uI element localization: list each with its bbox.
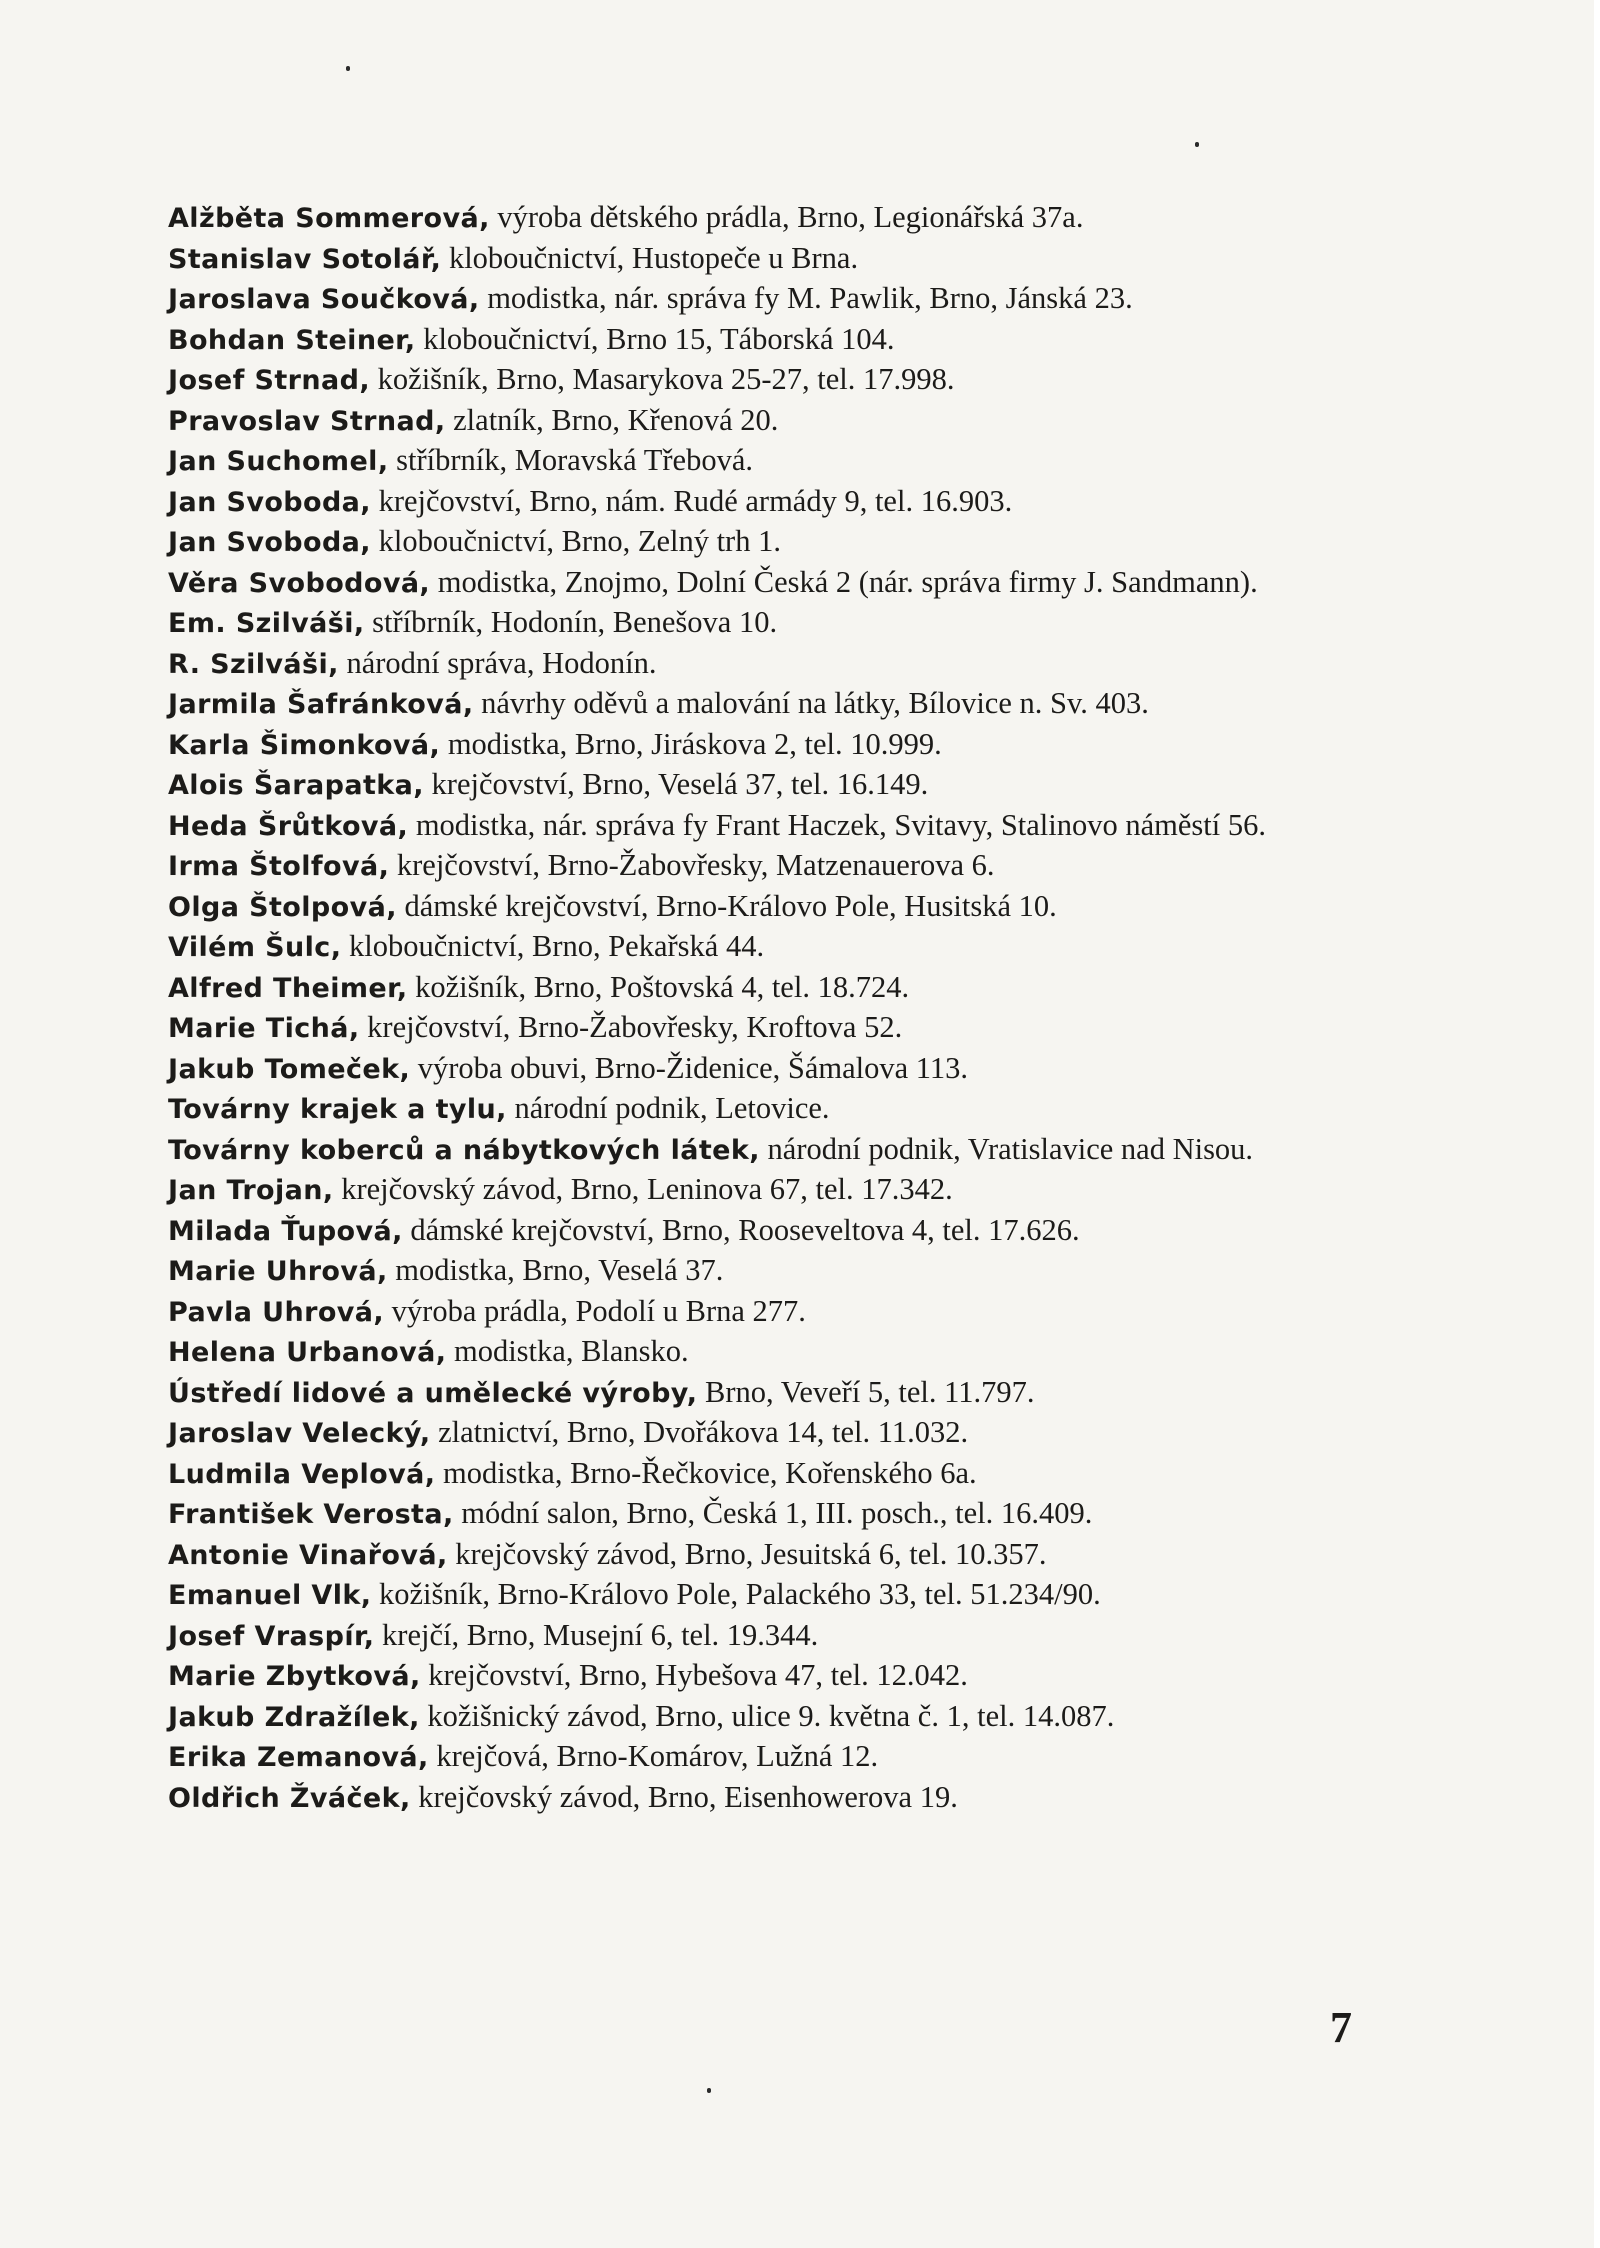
directory-entry (168, 1373, 1358, 1414)
entry-name: Továrny krajek a tylu, (168, 1094, 507, 1125)
entry-details: výroba dětského prádla, Brno, Legionářská 37a. (497, 200, 1084, 234)
entry-details: modistka, Brno-Řečkovice, Kořenského 6a. (442, 1455, 977, 1490)
directory-entry (168, 1170, 1358, 1211)
entry-name: Jaroslav Velecký, (168, 1418, 431, 1449)
entry-details: modistka, Brno, Veselá 37. (395, 1253, 724, 1287)
entry-details: národní podnik, Vratislavice nad Nisou. (767, 1131, 1254, 1166)
entry-name: Alžběta Sommerová, (168, 203, 490, 234)
entry-name: Karla Šimonková, (168, 729, 441, 761)
page-edge (1594, 0, 1600, 2248)
directory-entry (168, 1778, 1358, 1819)
entry-details: kloboučnictví, Brno 15, Táborská 104. (423, 321, 895, 356)
entry-details: kloboučnictví, Hustopeče u Brna. (448, 240, 859, 275)
entry-name: Bohdan Steiner, (168, 324, 416, 356)
entry-details: krejčovství, Brno, Hybešova 47, tel. 12.042. (428, 1658, 968, 1692)
entry-details: modistka, Znojmo, Dolní Česká 2 (nár. správa firmy J. Sandmann). (437, 564, 1258, 599)
directory-entry (168, 1211, 1358, 1252)
directory-entry (168, 1332, 1358, 1373)
entry-details: výroba obuvi, Brno-Židenice, Šámalova 113. (417, 1050, 969, 1085)
entry-details: stříbrník, Hodonín, Benešova 10. (372, 605, 778, 639)
entry-details: modistka, Brno, Jiráskova 2, tel. 10.999. (447, 726, 942, 761)
entry-details: kožišnický závod, Brno, ulice 9. května č. 1, tel. 14.087. (427, 1698, 1115, 1733)
directory-entry (168, 765, 1358, 806)
directory-entry (168, 360, 1358, 401)
directory-entry (168, 1616, 1358, 1657)
directory-entry (168, 1494, 1358, 1535)
ink-speck (1195, 142, 1199, 147)
directory-entry (168, 603, 1358, 644)
directory-list (168, 198, 1358, 1818)
entry-details: krejčová, Brno-Komárov, Lužná 12. (436, 1739, 879, 1773)
directory-entry (168, 927, 1358, 968)
entry-name: Jakub Tomeček, (168, 1053, 411, 1085)
entry-details: dámské krejčovství, Brno, Rooseveltova 4, tel. 17.626. (410, 1212, 1080, 1247)
entry-details: návrhy oděvů a malování na látky, Bílovice n. Sv. 403. (481, 686, 1149, 720)
entry-details: výroba prádla, Podolí u Brna 277. (391, 1293, 806, 1328)
directory-entry (168, 684, 1358, 725)
entry-name: Věra Svobodová, (168, 567, 431, 599)
directory-entry (168, 279, 1358, 320)
entry-details: krejčovství, Brno, nám. Rudé armády 9, tel. 16.903. (378, 483, 1013, 518)
entry-details: kloboučnictví, Brno, Pekařská 44. (349, 929, 765, 963)
entry-details: dámské krejčovství, Brno-Královo Pole, Husitská 10. (404, 888, 1057, 923)
entry-name: Jan Svoboda, (168, 527, 371, 558)
entry-name: Jarmila Šafránková, (168, 689, 474, 720)
entry-name: Marie Zbytková, (168, 1661, 421, 1692)
directory-entry (168, 968, 1358, 1009)
entry-name: Irma Štolfová, (168, 851, 390, 882)
directory-entry (168, 1697, 1358, 1738)
directory-entry (168, 806, 1358, 847)
directory-entry (168, 1454, 1358, 1495)
entry-name: Jaroslava Součková, (168, 284, 480, 315)
entry-name: Ústředí lidové a umělecké výroby, (168, 1377, 698, 1409)
entry-name: Erika Zemanová, (168, 1742, 429, 1773)
entry-details: Brno, Veveří 5, tel. 11.797. (705, 1374, 1035, 1409)
entry-details: zlatník, Brno, Křenová 20. (453, 402, 779, 437)
entry-details: krejčovství, Brno-Žabovřesky, Matzenauerova 6. (396, 848, 995, 882)
directory-entry (168, 1049, 1358, 1090)
entry-details: krejčovství, Brno, Veselá 37, tel. 16.149. (431, 767, 929, 801)
directory-entry (168, 401, 1358, 442)
directory-entry (168, 1575, 1358, 1616)
directory-entry (168, 1292, 1358, 1333)
directory-entry (168, 1089, 1358, 1130)
directory-entry (168, 887, 1358, 928)
entry-details: národní správa, Hodonín. (346, 645, 657, 680)
entry-name: Em. Szilváši, (168, 608, 365, 639)
directory-entry (168, 522, 1358, 563)
directory-entry (168, 198, 1358, 239)
entry-details: krejčí, Brno, Musejní 6, tel. 19.344. (382, 1617, 819, 1652)
directory-entry (168, 441, 1358, 482)
directory-entry (168, 846, 1358, 887)
ink-speck (707, 2088, 711, 2093)
entry-name: Jan Svoboda, (168, 486, 371, 518)
entry-details: modistka, nár. správa fy M. Pawlik, Brno, Jánská 23. (487, 281, 1133, 315)
directory-entry (168, 1656, 1358, 1697)
entry-details: krejčovský závod, Brno, Jesuitská 6, tel. 10.357. (455, 1536, 1047, 1571)
entry-name: Pavla Uhrová, (168, 1296, 385, 1328)
entry-name: Stanislav Sotolář, (168, 243, 442, 275)
entry-name: Milada Ťupová, (168, 1215, 403, 1247)
directory-entry (168, 725, 1358, 766)
directory-entry (168, 239, 1358, 280)
directory-entry (168, 644, 1358, 685)
entry-name: Helena Urbanová, (168, 1337, 447, 1368)
directory-entry (168, 1737, 1358, 1778)
directory-entry (168, 1535, 1358, 1576)
entry-details: krejčovský závod, Brno, Eisenhowerova 19. (418, 1779, 958, 1814)
entry-details: stříbrník, Moravská Třebová. (396, 443, 754, 477)
page-number: 7 (1330, 2003, 1352, 2052)
entry-details: kožišník, Brno, Masarykova 25-27, tel. 17.998. (377, 362, 955, 396)
entry-details: národní podnik, Letovice. (514, 1091, 830, 1125)
entry-name: Vilém Šulc, (168, 932, 342, 963)
entry-details: krejčovský závod, Brno, Leninova 67, tel. 17.342. (341, 1172, 953, 1206)
entry-details: kožišník, Brno-Královo Pole, Palackého 33, tel. 51.234/90. (379, 1577, 1101, 1611)
entry-name: Ludmila Veplová, (168, 1458, 436, 1490)
ink-speck (346, 66, 350, 71)
entry-details: módní salon, Brno, Česká 1, III. posch., tel. 16.409. (461, 1496, 1093, 1530)
entry-details: krejčovství, Brno-Žabovřesky, Kroftova 52. (367, 1010, 903, 1044)
entry-details: modistka, Blansko. (453, 1334, 689, 1368)
entry-name: Továrny koberců a nábytkových látek, (168, 1134, 760, 1166)
entry-name: Jan Trojan, (168, 1175, 334, 1206)
entry-name: Alois Šarapatka, (168, 770, 424, 801)
directory-entry (168, 563, 1358, 604)
directory-entry (168, 1251, 1358, 1292)
entry-name: Marie Uhrová, (168, 1256, 388, 1287)
entry-name: Emanuel Vlk, (168, 1580, 372, 1611)
directory-entry (168, 1008, 1358, 1049)
directory-entry (168, 1413, 1358, 1454)
directory-entry (168, 320, 1358, 361)
entry-name: Jakub Zdražílek, (168, 1701, 420, 1733)
entry-details: kožišník, Brno, Poštovská 4, tel. 18.724. (415, 969, 910, 1004)
entry-details: kloboučnictví, Brno, Zelný trh 1. (378, 524, 781, 558)
entry-name: Oldřich Žváček, (168, 1782, 411, 1814)
entry-name: Olga Štolpová, (168, 891, 397, 923)
entry-details: zlatnictví, Brno, Dvořákova 14, tel. 11.032. (438, 1415, 969, 1449)
entry-name: František Verosta, (168, 1499, 454, 1530)
entry-name: Antonie Vinařová, (168, 1539, 448, 1571)
entry-name: Josef Strnad, (168, 365, 371, 396)
directory-entry (168, 1130, 1358, 1171)
entry-name: Alfred Theimer, (168, 972, 408, 1004)
entry-name: Heda Šrůtková, (168, 810, 409, 842)
entry-name: R. Szilváši, (168, 648, 339, 680)
entry-name: Marie Tichá, (168, 1013, 360, 1044)
entry-details: modistka, nár. správa fy Frant Haczek, Svitavy, Stalinovo náměstí 56. (415, 807, 1266, 842)
entry-name: Jan Suchomel, (168, 446, 389, 477)
entry-name: Pravoslav Strnad, (168, 405, 446, 437)
directory-entry (168, 482, 1358, 523)
entry-name: Josef Vraspír, (168, 1620, 375, 1652)
